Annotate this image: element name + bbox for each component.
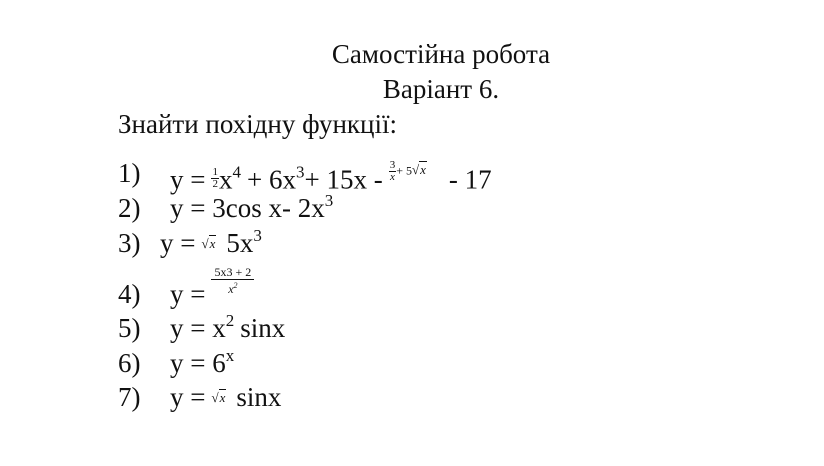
item-number: 2) xyxy=(118,193,141,223)
fraction-numerator: 5x3 + 2 xyxy=(211,266,254,280)
item-expression xyxy=(170,311,286,343)
expr-lhs: y = 3cos x- 2x xyxy=(170,193,325,223)
fraction-denominator: x xyxy=(389,171,395,183)
sqrt-x xyxy=(412,163,427,176)
item-number: 4) xyxy=(118,279,141,309)
item-expression xyxy=(170,384,281,411)
expr-lhs: y = xyxy=(170,279,206,309)
sqrt-sign: √ xyxy=(201,236,209,251)
expr-x: x xyxy=(218,164,233,195)
expr-term: + 6x xyxy=(246,164,296,195)
item-expression xyxy=(160,226,262,258)
sqrt-x xyxy=(211,391,226,404)
item-expression xyxy=(170,160,492,194)
expr-lhs: y = xyxy=(160,228,196,258)
exponent: 3 xyxy=(324,191,334,210)
expr-tail: sinx xyxy=(236,382,282,412)
exponent: 3 xyxy=(253,226,262,245)
fraction-denominator-base: x xyxy=(228,282,234,297)
page-title: Самостійна робота xyxy=(331,39,551,69)
item-number: 5) xyxy=(118,313,141,343)
item-number: 3) xyxy=(118,228,141,258)
expr-lhs: y = 6 xyxy=(170,348,226,378)
expr-lhs: y = xyxy=(170,164,206,195)
item-expression xyxy=(170,265,254,311)
task-instruction: Знайти похідну функції: xyxy=(118,109,397,139)
fraction-numerator: 3 xyxy=(389,159,396,171)
exponent: 3 xyxy=(295,162,305,182)
exponent: 2 xyxy=(225,311,235,330)
variant-subtitle: Варіант 6. xyxy=(382,74,500,104)
item-number: 7) xyxy=(118,382,141,412)
item-expression xyxy=(170,191,334,223)
sqrt-argument: x xyxy=(209,236,216,251)
sqrt-argument: x xyxy=(420,162,426,178)
sqrt-argument: x xyxy=(219,390,226,405)
item-expression xyxy=(170,346,235,378)
fraction-one-half xyxy=(211,167,219,190)
fraction-rational xyxy=(211,266,254,295)
fraction-three-over-x xyxy=(389,160,397,183)
fraction-numerator: 1 xyxy=(212,165,218,178)
fraction-denominator-exponent: 2 xyxy=(233,281,238,291)
sqrt-x xyxy=(201,237,216,250)
expr-term: + 15x - xyxy=(304,164,383,195)
expr-tail: 5x xyxy=(226,228,254,258)
sqrt-sign: √ xyxy=(211,390,219,405)
item-number: 1) xyxy=(118,158,141,188)
exponent: 4 xyxy=(232,162,241,182)
expr-lhs: y = xyxy=(170,382,206,412)
item-number: 6) xyxy=(118,348,141,378)
fraction-group xyxy=(389,160,427,183)
exponent: x xyxy=(225,346,235,365)
sqrt-sign: √ xyxy=(411,162,420,178)
fraction-denominator: 2 xyxy=(212,177,218,190)
expr-lhs: y = x xyxy=(170,313,226,343)
fraction-denominator xyxy=(211,280,254,295)
expr-tail: - 17 xyxy=(448,164,492,195)
expr-plus-five: + 5 xyxy=(396,163,412,178)
expr-tail: sinx xyxy=(240,313,286,343)
